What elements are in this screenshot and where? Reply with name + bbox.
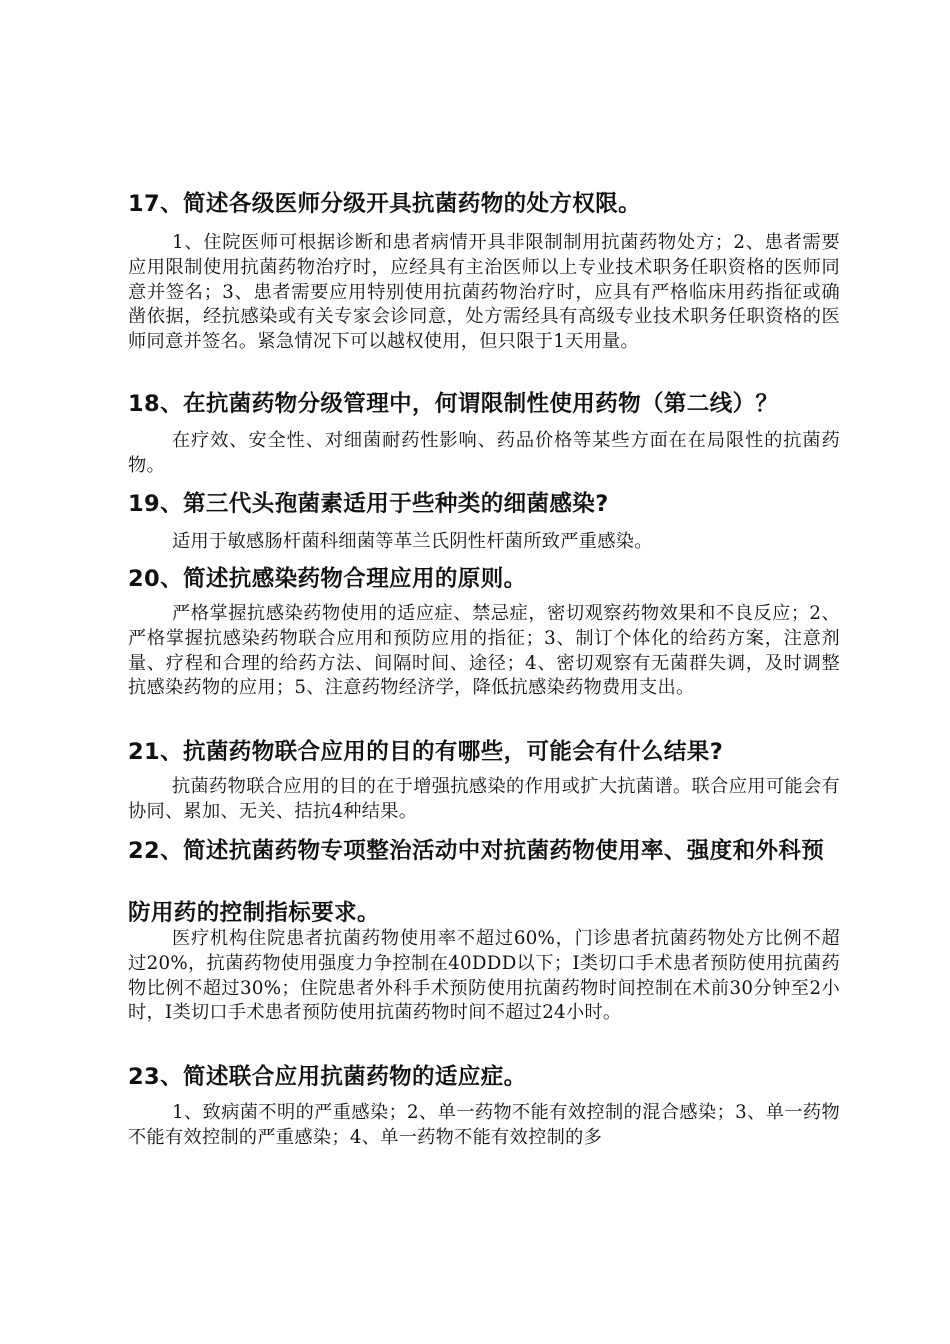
question-21-answer: 抗菌药物联合应用的目的在于增强抗感染的作用或扩大抗菌谱。联合应用可能会有协同、累加、无关、拮抗4种结果。: [128, 776, 840, 822]
question-18-title: 18、在抗菌药物分级管理中，何谓限制性使用药物（第二线）？: [128, 391, 779, 417]
question-20-answer: 严格掌握抗感染药物使用的适应症、禁忌症，密切观察药物效果和不良反应；2、严格掌握抗感染药物联合应用和预防应用的指征；3、制订个体化的给药方案，注意剂量、疗程和合理的给药方法、间隔时间、途径；4、密切观察有无菌群失调，及时调整抗感染药物的应用；5、注意药物经济学，降低抗感染药物费用支出。: [128, 603, 840, 699]
question-23-answer: 1、致病菌不明的严重感染；2、单一药物不能有效控制的混合感染；3、单一药物不能有效控制的严重感染；4、单一药物不能有效控制的多: [128, 1102, 840, 1148]
question-21-title: 21、抗菌药物联合应用的目的有哪些，可能会有什么结果?: [128, 739, 724, 765]
question-22-answer: 医疗机构住院患者抗菌药物使用率不超过60%，门诊患者抗菌药物处方比例不超过20%，抗菌药物使用强度力争控制在40DDD以下；I类切口手术患者预防使用抗菌药物比例不超过30%；住院患者外科手术预防使用抗菌药物时间控制在术前30分钟至2小时，I类切口手术患者预防使用抗菌药物时间不超过24小时。: [128, 928, 840, 1024]
question-18-answer: 在疗效、安全性、对细菌耐药性影响、药品价格等某些方面在在局限性的抗菌药物。: [128, 430, 840, 476]
question-17-title: 17、简述各级医师分级开具抗菌药物的处方权限。: [128, 191, 642, 217]
document-page: [128, 0, 840, 1344]
question-19-title: 19、第三代头孢菌素适用于些种类的细菌感染?: [128, 491, 609, 517]
question-17-answer: 1、住院医师可根据诊断和患者病情开具非限制制用抗菌药物处方；2、患者需要应用限制使用抗菌药物治疗时，应经具有主治医师以上专业技术职务任职资格的医师同意并签名；3、患者需要应用特别使用抗菌药物治疗时，应具有严格临床用药指征或确凿依据，经抗感染或有关专家会诊同意，处方需经具有高级专业技术职务任职资格的医师同意并签名。紧急情况下可以越权使用，但只限于1天用量。: [128, 232, 840, 353]
question-19-answer: 适用于敏感肠杆菌科细菌等革兰氏阴性杆菌所致严重感染。: [172, 531, 653, 552]
question-20-title: 20、简述抗感染药物合理应用的原则。: [128, 566, 527, 592]
question-22-title: 22、简述抗菌药物专项整治活动中对抗菌药物使用率、强度和外科预防用药的控制指标要求。: [128, 838, 825, 926]
question-23-title: 23、简述联合应用抗菌药物的适应症。: [128, 1064, 527, 1090]
